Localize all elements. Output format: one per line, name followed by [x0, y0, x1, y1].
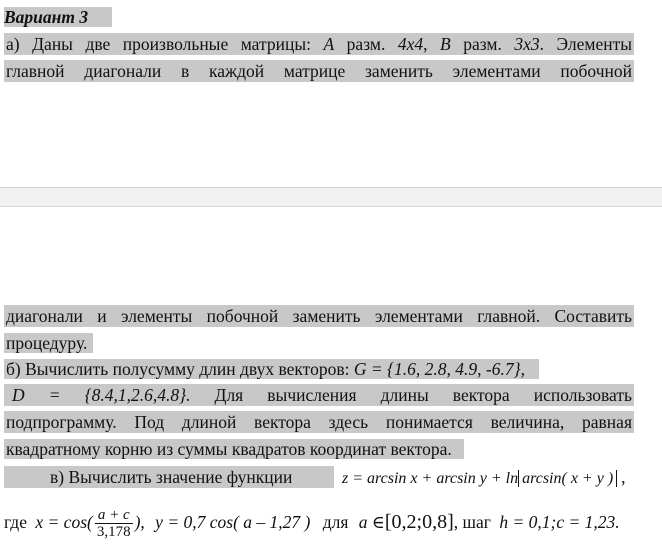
task-b-line-2: D = {8.4,1,2.6,4.8}. Для вычисления длины вектора использовать: [4, 384, 634, 406]
a-in-label: a ∈: [358, 512, 385, 532]
matrix-b-name: В: [440, 34, 451, 54]
task-c-line-1: в) Вычислить значение функции z = arcsin x + arcsin y + ln arcsin( x + y ) ,: [4, 466, 626, 490]
task-a-line-4: процедуру.: [4, 332, 93, 354]
variant-title-line: [4, 6, 112, 28]
c-value: c = 1,23.: [556, 512, 620, 532]
x-formula-lhs: x = cos(: [35, 512, 93, 532]
task-b-line-1: [4, 358, 539, 380]
page-break-band: [0, 188, 662, 206]
task-b-line-3: подпрограмму. Под длиной вектора здесь понимается величина, равная: [6, 412, 632, 432]
matrix-b-size: 3x3: [514, 34, 540, 54]
variant-title: Вариант 3: [4, 7, 112, 27]
step-label: , шаг: [453, 512, 491, 532]
vector-d: D = {8.4,1,2.6,4.8}.: [12, 385, 191, 405]
task-a-line-3: диагонали и элементы побочной заменить элементами главной. Составить: [6, 306, 632, 326]
page-break-bottom-line: [0, 206, 662, 207]
vector-g: G = {1.6, 2.8, 4.9, -6.7},: [353, 359, 525, 379]
a-interval: [0,2;0,8]: [384, 511, 454, 533]
task-a-text-1: а) Даны две произвольные матрицы:: [6, 34, 324, 54]
function-abs-term: arcsin( x + y ): [518, 470, 617, 487]
h-value: h = 0,1;: [499, 512, 557, 532]
task-a-line-2: главной диагонали в каждой матрице заменить элементами побочной: [6, 61, 632, 81]
where-label: где: [4, 512, 27, 532]
matrix-a-size: 4x4: [397, 34, 424, 54]
task-b-line-4: квадратному корню из суммы квадратов координат вектора.: [4, 438, 464, 460]
task-c-line-2: где x = cos( $\frac{a + c}{3,178}$ ), y = 0,7 cos( a – 1,27 ) для a ∈[0,2;0,8], шаг h = 0,1;c = 1,23.: [4, 507, 620, 541]
task-a-line-1: а) Даны две произвольные матрицы: А разм. 4x4, В разм. 3x3. Элементы: [6, 34, 632, 54]
function-z: z = arcsin x + arcsin y + ln: [342, 470, 519, 487]
task-c-intro: в) Вычислить значение функции: [4, 466, 334, 488]
for-label: для: [322, 512, 349, 532]
x-fraction: $\frac{a + c}{3,178}$: [96, 507, 131, 541]
matrix-a-name: А: [323, 34, 335, 54]
task-b-text-1: б) Вычислить полусумму длин двух векторов:: [6, 359, 354, 379]
y-formula: y = 0,7 cos( a – 1,27 ): [155, 512, 311, 532]
